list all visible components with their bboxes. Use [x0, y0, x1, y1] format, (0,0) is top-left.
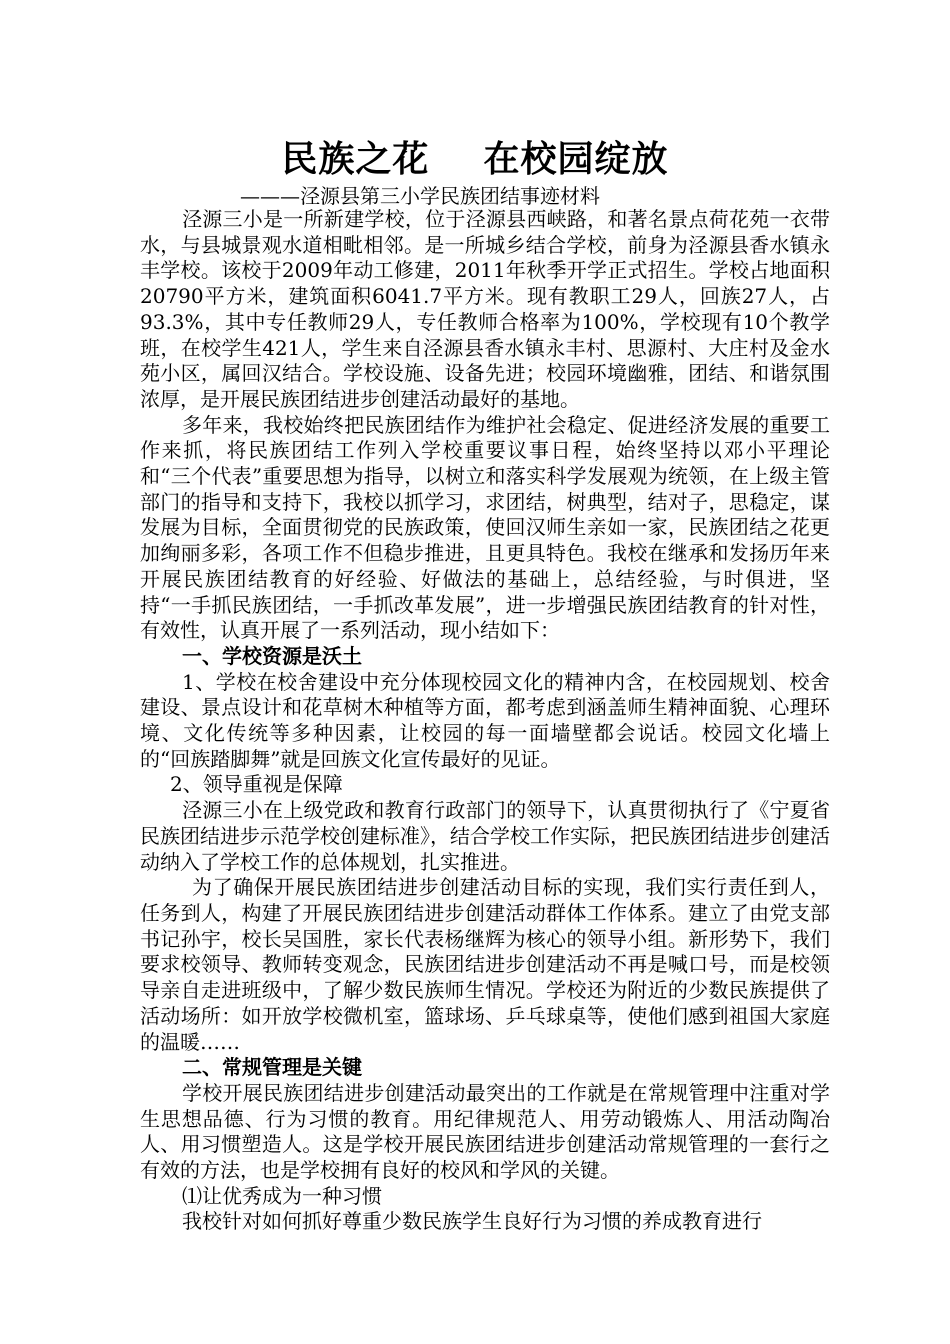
paragraph-unity-work: 多年来，我校始终把民族团结作为维护社会稳定、促进经济发展的重要工作来抓，将民族团结工作列入学校重要议事日程，始终坚持以邓小平理论和“三个代表”重要思想为指导，以树立和落实科学发展观为统领，在上级主管部门的指导和支持下，我校以抓学习，求团结，树典型，结对子，思稳定，谋发展为目标，全面贯彻党的民族政策，使回汉师生亲如一家，民族团结之花更加绚丽多彩，各项工作不但稳步推进，且更具特色。我校在继承和发扬历年来开展民族团结教育的好经验、好做法的基础上，总结经验，与时俱进，坚持“一手抓民族团结，一手抓改革发展”，进一步增强民族团结教育的针对性，有效性，认真开展了一系列活动，现小结如下：	[140, 412, 830, 643]
document-subtitle: ———泾源县第三小学民族团结事迹材料	[240, 184, 600, 208]
paragraph-leadership: 泾源三小在上级党政和教育行政部门的领导下，认真贯彻执行了《宁夏省民族团结进步示范学校创建标准》，结合学校工作实际，把民族团结进步创建活动纳入了学校工作的总体规划，扎实推进。	[140, 798, 830, 874]
document-title: 民族之花 在校园绽放	[281, 139, 669, 180]
section-heading-2: 二、常规管理是关键	[182, 1055, 362, 1080]
paragraph-school-intro: 泾源三小是一所新建学校，位于泾源县西峡路，和著名景点荷花苑一衣带水，与县城景观水道相毗相邻。是一所城乡结合学校，前身为泾源县香水镇永丰学校。该校于2009年动工修建，2011年秋季开学正式招生。学校占地面积20790平方米，建筑面积6041.7平方米。现有教职工29人，回族27人，占93.3%，其中专任教师29人，专任教师合格率为100%，学校现有10个教学班，在校学生421人，学生来自泾源县香水镇永丰村、思源村、大庄村及金水苑小区，属回汉结合。学校设施、设备先进；校园环境幽雅，团结、和谐氛围浓厚，是开展民族团结进步创建活动最好的基地。	[140, 207, 830, 411]
paragraph-habits: 我校针对如何抓好尊重少数民族学生良好行为习惯的养成教育进行	[182, 1209, 762, 1234]
paragraph-campus-culture: 1、学校在校舍建设中充分体现校园文化的精神内含，在校园规划、校舍建设、景点设计和花草树木种植等方面，都考虑到涵盖师生精神面貌、心理环境、文化传统等多种因素，让校园的每一面墙壁都会说话。校园文化墙上的“回族踏脚舞”就是回族文化宣传最好的见证。	[140, 669, 830, 771]
subsection-heading-excellence: ⑴让优秀成为一种习惯	[182, 1183, 382, 1208]
paragraph-responsibility: 为了确保开展民族团结进步创建活动目标的实现，我们实行责任到人，任务到人，构建了开展民族团结进步创建活动群体工作体系。建立了由党支部书记孙宇，校长吴国胜，家长代表杨继辉为核心的领导小组。新形势下，我们要求校领导、教师转变观念，民族团结进步创建活动不再是喊口号，而是校领导亲自走进班级中，了解少数民族师生情况。学校还为附近的少数民族提供了活动场所：如开放学校微机室，篮球场、乒乓球桌等，使他们感到祖国大家庭的温暖……	[140, 875, 830, 1054]
document-body	[140, 207, 830, 1235]
paragraph-routine-management: 学校开展民族团结进步创建活动最突出的工作就是在常规管理中注重对学生思想品德、行为习惯的教育。用纪律规范人、用劳动锻炼人、用活动陶冶人、用习惯塑造人。这是学校开展民族团结进步创建活动常规管理的一套行之有效的方法，也是学校拥有良好的校风和学风的关键。	[140, 1080, 830, 1183]
subsection-heading-leadership: 2、领导重视是保障	[170, 772, 343, 797]
section-heading-1: 一、学校资源是沃土	[182, 643, 362, 668]
